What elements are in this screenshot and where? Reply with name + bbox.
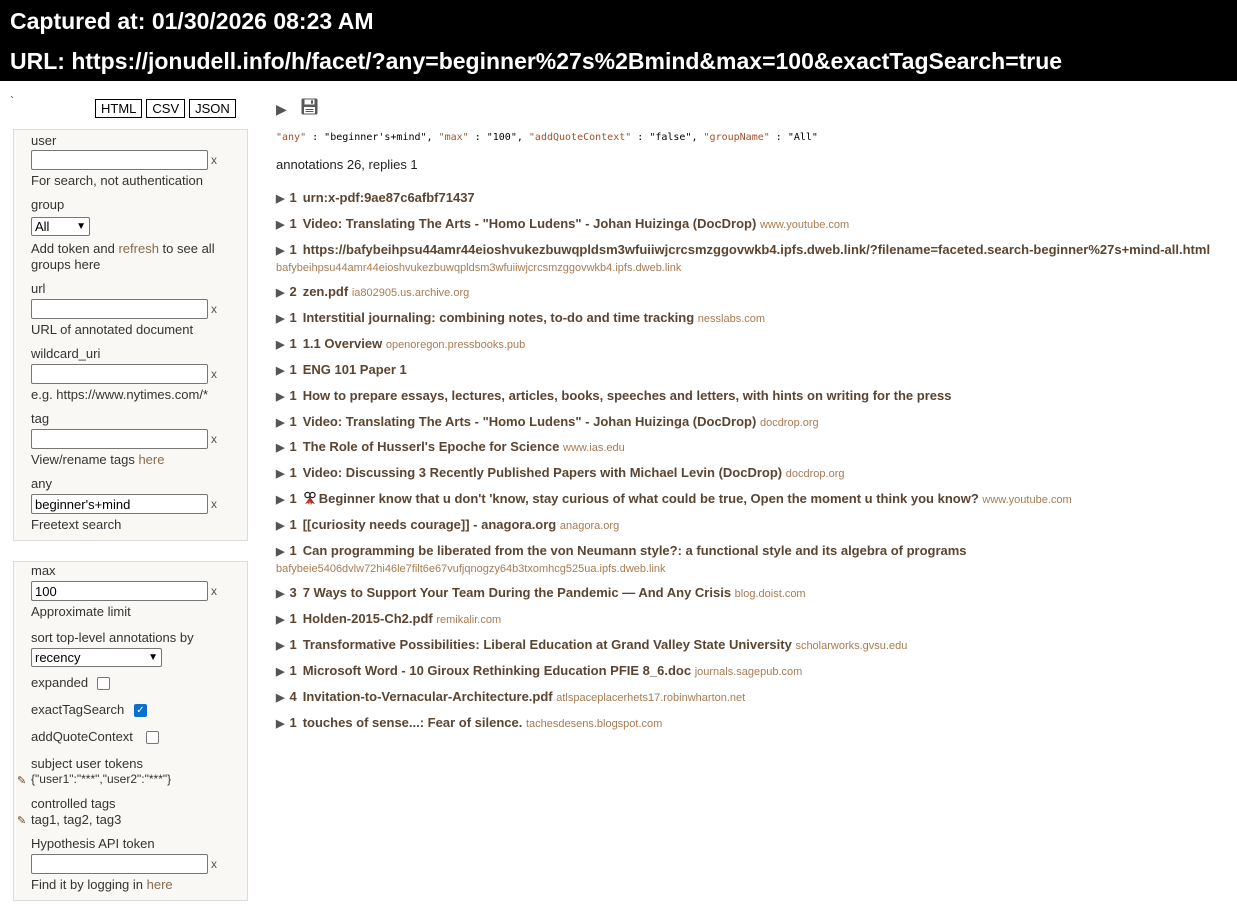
any-label: any <box>31 476 52 491</box>
max-hint: Approximate limit <box>31 604 131 619</box>
controlled-tags-label: controlled tags <box>31 796 116 811</box>
result-title-link[interactable]: ENG 101 Paper 1 <box>302 362 407 377</box>
result-row[interactable] <box>276 637 1221 654</box>
wildcard-uri-clear-button[interactable]: x <box>211 367 217 381</box>
result-domain: docdrop.org <box>759 417 819 429</box>
annotation-count: 1 <box>289 216 297 231</box>
options-panel <box>13 561 248 901</box>
sort-selected-value: recency <box>35 650 81 665</box>
result-title-link[interactable]: How to prepare essays, lectures, articles, books, speeches and letters, with hints on writing for the press <box>302 388 952 403</box>
user-label: user <box>31 133 57 148</box>
caret-right-icon[interactable]: ▶ <box>276 193 285 205</box>
result-row[interactable] <box>276 284 1221 301</box>
annotation-count: 1 <box>289 336 297 351</box>
result-title-link[interactable]: Video: Discussing 3 Recently Published Papers with Michael Levin (DocDrop) <box>302 465 783 480</box>
caret-right-icon[interactable]: ▶ <box>276 468 285 480</box>
caret-right-icon[interactable]: ▶ <box>276 666 285 678</box>
max-label: max <box>31 563 56 578</box>
result-title-link[interactable]: Invitation-to-Vernacular-Architecture.pdf <box>302 689 553 704</box>
result-title-link[interactable]: Holden-2015-Ch2.pdf <box>302 611 433 626</box>
annotation-count: 1 <box>289 190 297 205</box>
tag-hint: View/rename tags here <box>31 452 165 467</box>
api-token-clear-button[interactable]: x <box>211 857 217 871</box>
result-title-link[interactable]: 1.1 Overview <box>302 336 383 351</box>
result-row[interactable] <box>276 689 1221 706</box>
caret-right-icon[interactable]: ▶ <box>276 588 285 600</box>
group-label: group <box>31 197 65 212</box>
result-domain: ia802905.us.archive.org <box>351 287 470 299</box>
pencil-icon[interactable]: ✎ <box>17 815 27 827</box>
result-domain: tachesdesens.blogspot.com <box>525 718 663 730</box>
api-token-hint: Find it by logging in here <box>31 877 173 892</box>
result-row[interactable] <box>276 491 1221 508</box>
result-title-link[interactable]: Can programming be liberated from the von Neumann style?: a functional style and its algebra of programs <box>302 543 967 558</box>
user-input[interactable] <box>31 150 208 170</box>
wildcard-uri-label: wildcard_uri <box>31 346 101 361</box>
sort-select[interactable] <box>31 648 162 667</box>
result-domain: nesslabs.com <box>697 313 766 325</box>
floppy-disk-icon[interactable] <box>301 98 318 115</box>
result-title-link[interactable]: Interstitial journaling: combining notes, to-do and time tracking <box>302 310 695 325</box>
caret-right-icon[interactable]: ▶ <box>276 442 285 454</box>
result-row[interactable] <box>276 362 1221 379</box>
result-title-link[interactable]: The Role of Husserl's Epoche for Science <box>302 439 560 454</box>
caret-right-icon[interactable]: ▶ <box>276 313 285 325</box>
result-row[interactable] <box>276 663 1221 680</box>
captured-url-text: URL: https://jonudell.info/h/facet/?any=beginner%27s%2Bmind&max=100&exactTagSearch=true <box>10 48 1063 74</box>
caret-right-icon[interactable]: ▶ <box>276 287 285 299</box>
exact-tag-search-checkbox[interactable]: ✓ <box>134 704 147 717</box>
html-export-button[interactable]: HTML <box>95 99 142 118</box>
result-title-link[interactable]: Beginner know that u don't 'know, stay curious of what could be true, Open the moment u think you know? <box>318 491 979 506</box>
result-row[interactable] <box>276 336 1221 353</box>
json-export-button[interactable]: JSON <box>189 99 236 118</box>
annotation-count: 2 <box>289 284 297 299</box>
chevron-down-icon: ▼ <box>148 652 158 663</box>
caret-right-icon[interactable]: ▶ <box>276 692 285 704</box>
annotation-count: 3 <box>289 585 297 600</box>
any-hint: Freetext search <box>31 517 122 532</box>
api-token-label: Hypothesis API token <box>31 836 155 851</box>
any-input[interactable] <box>31 494 208 514</box>
result-row[interactable] <box>276 190 1221 207</box>
result-domain: remikalir.com <box>436 614 502 626</box>
rename-tags-link[interactable]: here <box>138 452 165 467</box>
result-row[interactable] <box>276 465 1221 482</box>
caret-right-icon[interactable]: ▶ <box>276 614 285 626</box>
caret-right-icon[interactable]: ▶ <box>276 391 285 403</box>
refresh-link[interactable]: refresh <box>118 241 159 256</box>
result-title-link[interactable]: zen.pdf <box>302 284 349 299</box>
result-title-link[interactable]: Microsoft Word - 10 Giroux Rethinking Education PFIE 8_6.doc <box>302 663 692 678</box>
api-token-link[interactable]: here <box>146 877 173 892</box>
chevron-down-icon: ▼ <box>76 221 86 232</box>
play-triangle-icon[interactable]: ▶ <box>276 101 287 117</box>
result-row[interactable] <box>276 414 1221 431</box>
caret-right-icon[interactable]: ▶ <box>276 219 285 231</box>
backtick-mark: ` <box>10 94 14 108</box>
url-label: url <box>31 281 46 296</box>
group-hint-line2: groups here <box>31 257 101 272</box>
annotation-count: 1 <box>289 362 297 377</box>
result-domain: www.youtube.com <box>759 219 850 231</box>
result-row[interactable] <box>276 715 1221 732</box>
add-quote-context-label: addQuoteContext <box>31 729 133 744</box>
group-selected-value: All <box>35 219 50 234</box>
query-params-line: "any" : "beginner's+mind", "max" : "100", "addQuoteContext" : "false", "groupName" : "All" <box>276 132 818 143</box>
result-row[interactable] <box>276 611 1221 628</box>
result-row[interactable] <box>276 585 1221 602</box>
user-hint: For search, not authentication <box>31 173 203 188</box>
annotation-count: 1 <box>289 543 297 558</box>
tag-input[interactable] <box>31 429 208 449</box>
url-input[interactable] <box>31 299 208 319</box>
annotation-count: 1 <box>289 611 297 626</box>
user-clear-button[interactable]: x <box>211 153 217 167</box>
tag-label: tag <box>31 411 50 426</box>
result-domain: scholarworks.gvsu.edu <box>795 640 908 652</box>
annotation-count: 1 <box>289 242 297 257</box>
result-domain: docdrop.org <box>785 468 845 480</box>
caret-right-icon[interactable]: ▶ <box>276 546 285 558</box>
result-title-link[interactable]: Video: Translating The Arts - "Homo Ludens" - Johan Huizinga (DocDrop) <box>302 216 757 231</box>
result-domain: bafybeie5406dvlw72hi46le7filt6e67vufjqnogzy64b3txomhcg525ua.ipfs.dweb.link <box>276 563 666 575</box>
result-row[interactable] <box>276 242 1221 276</box>
result-domain: bafybeihpsu44amr44eioshvukezbuwqpldsm3wfuiiwjcrcsmzggovwkb4.ipfs.dweb.link <box>276 262 682 274</box>
annotation-count: 1 <box>289 310 297 325</box>
annotation-count: 1 <box>289 465 297 480</box>
pencil-icon[interactable]: ✎ <box>17 775 27 787</box>
csv-export-button[interactable]: CSV <box>146 99 185 118</box>
subject-user-tokens-label: subject user tokens <box>31 756 144 771</box>
annotation-count: 1 <box>289 439 297 454</box>
result-domain: www.ias.edu <box>563 442 625 454</box>
max-clear-button[interactable]: x <box>211 584 217 598</box>
result-row[interactable] <box>276 543 1221 577</box>
capture-banner <box>0 0 1237 81</box>
annotation-count: 4 <box>289 689 297 704</box>
result-title-link[interactable]: 7 Ways to Support Your Team During the Pandemic — And Any Crisis <box>302 585 732 600</box>
subject-user-tokens-value: {"user1":"***","user2":"***"} <box>31 772 172 786</box>
result-title-link[interactable]: https://bafybeihpsu44amr44eioshvukezbuwqpldsm3wfuiiwjcrcsmzggovwkb4.ipfs.dweb.link/?filename=faceted.search-beginner%27s+mind-all.html <box>302 242 1211 257</box>
annotation-count: 1 <box>289 491 297 506</box>
search-filter-panel <box>13 129 248 541</box>
result-domain: blog.doist.com <box>734 588 806 600</box>
caret-right-icon[interactable]: ▶ <box>276 339 285 351</box>
result-row[interactable] <box>276 439 1221 456</box>
expanded-checkbox[interactable] <box>97 677 110 690</box>
annotation-count: 1 <box>289 414 297 429</box>
caret-right-icon[interactable]: ▶ <box>276 365 285 377</box>
annotation-count: 1 <box>289 388 297 403</box>
caret-right-icon[interactable]: ▶ <box>276 718 285 730</box>
result-domain: openoregon.pressbooks.pub <box>385 339 526 351</box>
expanded-label: expanded <box>31 675 89 690</box>
result-row[interactable] <box>276 517 1221 534</box>
result-domain: anagora.org <box>559 520 620 532</box>
result-title-link[interactable]: [[curiosity needs courage]] - anagora.org <box>302 517 557 532</box>
captured-at-text: Captured at: 01/30/2026 08:23 AM <box>10 8 374 34</box>
caret-right-icon[interactable]: ▶ <box>276 494 285 506</box>
annotation-count: 1 <box>289 663 297 678</box>
tag-clear-button[interactable]: x <box>211 432 217 446</box>
wildcard-uri-hint: e.g. https://www.nytimes.com/* <box>31 387 209 402</box>
annotation-count: 1 <box>289 715 297 730</box>
max-input[interactable] <box>31 581 208 601</box>
url-clear-button[interactable]: x <box>211 302 217 316</box>
url-hint: URL of annotated document <box>31 322 194 337</box>
caret-right-icon[interactable]: ▶ <box>276 520 285 532</box>
wildcard-uri-input[interactable] <box>31 364 208 384</box>
result-row[interactable] <box>276 310 1221 327</box>
caret-right-icon[interactable]: ▶ <box>276 245 285 257</box>
sort-label: sort top-level annotations by <box>31 630 194 645</box>
result-domain: atlspaceplacerhets17.robinwharton.net <box>556 692 746 704</box>
result-title-link[interactable]: touches of sense...: Fear of silence. <box>302 715 523 730</box>
result-domain: journals.sagepub.com <box>694 666 803 678</box>
results-summary: annotations 26, replies 1 <box>276 157 418 172</box>
annotation-count: 1 <box>289 517 297 532</box>
any-clear-button[interactable]: x <box>211 497 217 511</box>
result-row[interactable] <box>276 216 1221 233</box>
export-format-buttons <box>95 99 236 118</box>
add-quote-context-checkbox[interactable] <box>146 731 159 744</box>
controlled-tags-value: tag1, tag2, tag3 <box>31 812 122 827</box>
annotation-count: 1 <box>289 637 297 652</box>
caret-right-icon[interactable]: ▶ <box>276 417 285 429</box>
group-hint: Add token and refresh to see all <box>31 241 215 256</box>
exact-tag-search-label: exactTagSearch <box>31 702 125 717</box>
group-select[interactable] <box>31 217 90 236</box>
result-title-link[interactable]: urn:x-pdf:9ae87c6afbf71437 <box>302 190 475 205</box>
result-title-link[interactable]: Transformative Possibilities: Liberal Education at Grand Valley State University <box>302 637 792 652</box>
result-domain: www.youtube.com <box>982 494 1072 506</box>
caret-right-icon[interactable]: ▶ <box>276 640 285 652</box>
result-row[interactable] <box>276 388 1221 405</box>
result-title-link[interactable]: Video: Translating The Arts - "Homo Ludens" - Johan Huizinga (DocDrop) <box>302 414 757 429</box>
ribbon-icon <box>303 491 317 505</box>
api-token-input[interactable] <box>31 854 208 874</box>
